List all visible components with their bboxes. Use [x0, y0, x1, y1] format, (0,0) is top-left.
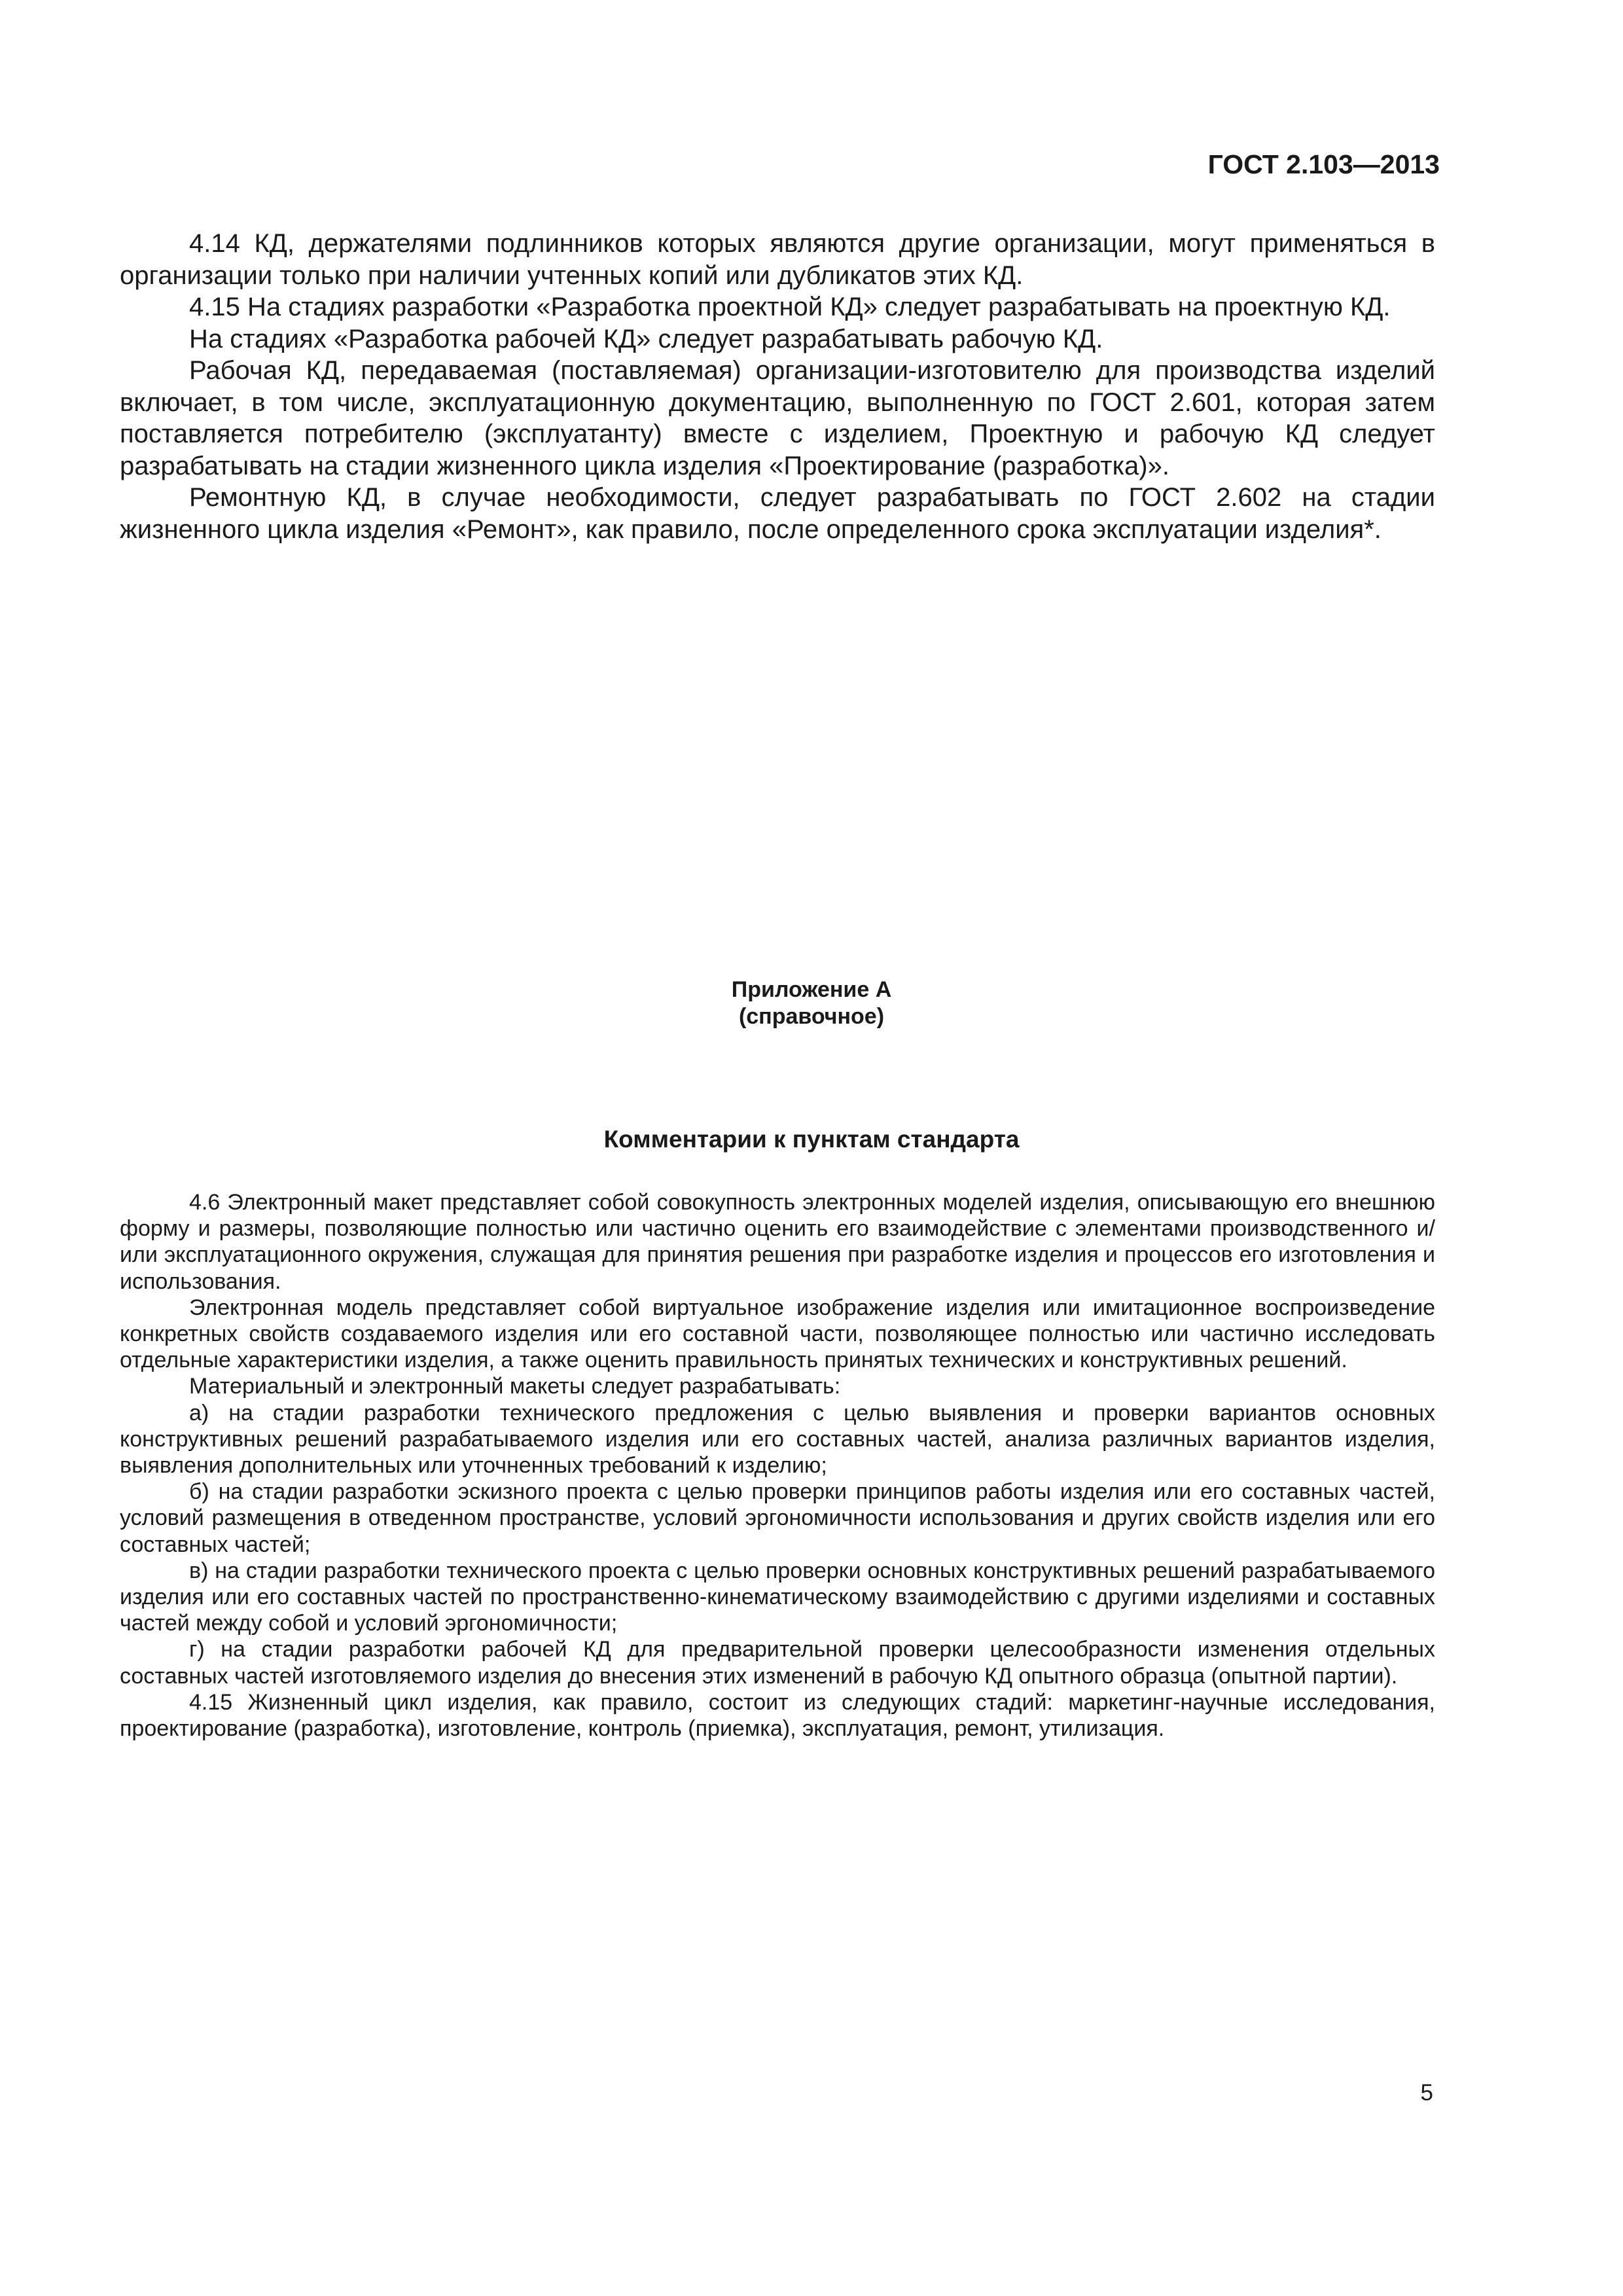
- appendix-title: Приложение А: [731, 977, 892, 1002]
- comment-item-b: б) на стадии разработки эскизного проекта с целью проверки принципов работы изделия или его составных частей, условий размещения в отведенном пространстве, условий эргономичности использования и других свойств изделия или его составных частей;: [120, 1479, 1435, 1557]
- comment-mockups-intro: Материальный и электронный макеты следует разрабатывать:: [189, 1374, 841, 1399]
- comment-4-15: 4.15 Жизненный цикл изделия, как правило, состоит из следующих стадий: маркетинг-научные исследования, проектирование (разработка), изготовление, контроль (приемка), эксплуатация, ремонт, утилизация.: [120, 1689, 1435, 1742]
- paragraph-repair-documentation: Ремонтную КД, в случае необходимости, следует разрабатывать по ГОСТ 2.602 на стадии жизненного цикла изделия «Ремонт», как правило, после определенного срока эксплуатации изделия*.: [120, 483, 1435, 544]
- comment-electronic-model: Электронная модель представляет собой виртуальное изображение изделия или имитационное воспроизведение конкретных свойств создаваемого изделия или его составной части, позволяющее полностью или частично исследовать отдельные характеристики изделия, а также оценить правильность принятых технических и конструктивных решений.: [120, 1295, 1435, 1373]
- page-number: 5: [1420, 2080, 1433, 2106]
- comment-item-g: г) на стадии разработки рабочей КД для предварительной проверки целесообразности изменения отдельных составных частей изготовляемого изделия до внесения этих изменений в рабочую КД опытного образца (опытной партии).: [120, 1637, 1435, 1689]
- comments-heading: Комментарии к пунктам стандарта: [603, 1126, 1020, 1153]
- paragraph-working-documentation: Рабочая КД, передаваемая (поставляемая) организации-изготовителю для производства изделий включает, в том числе, эксплуатационную документацию, выполненную по ГОСТ 2.601, которая затем поставляется потребителю (эксплуатанту) вместе с изделием, Проектную и рабочую КД следует разрабатывать на стадии жизненного цикла изделия «Проектирование (разработка)».: [120, 356, 1435, 480]
- comments-section: [120, 1189, 1435, 1742]
- appendix-subtitle: (справочное): [738, 1004, 885, 1029]
- comment-item-a: а) на стадии разработки технического предложения с целью выявления и проверки вариантов основных конструктивных решений разрабатываемого изделия или его составных частей, анализа различных вариантов изделия, выявления дополнительных или уточненных требований к изделию;: [120, 1400, 1435, 1479]
- document-code-header: ГОСТ 2.103—2013: [1207, 149, 1440, 179]
- paragraph-4-14: 4.14 КД, держателями подлинников которых являются другие организации, могут применяться в организации только при наличии учтенных копий или дубликатов этих КД.: [120, 229, 1435, 290]
- main-text-section: [120, 228, 1435, 545]
- paragraph-working-stages: На стадиях «Разработка рабочей КД» следует разрабатывать рабочую КД.: [189, 324, 1103, 353]
- paragraph-4-15: 4.15 На стадиях разработки «Разработка проектной КД» следует разрабатывать на проектную КД.: [189, 293, 1391, 321]
- appendix-header: [0, 977, 1623, 1030]
- comment-item-v: в) на стадии разработки технического проекта с целью проверки основных конструктивных решений разрабатываемого изделия или его составных частей по пространственно-кинематическому взаимодействию с другими изделиями и составных частей между собой и условий эргономичности;: [120, 1558, 1435, 1636]
- comment-4-6: 4.6 Электронный макет представляет собой совокупность электронных моделей изделия, описывающую его внешнюю форму и размеры, позволяющие полностью или частично оценить его взаимодействие с элементами производственного и/или эксплуатационного окружения, служащая для принятия решения при разработке изделия и процессов его изготовления и использования.: [120, 1190, 1435, 1294]
